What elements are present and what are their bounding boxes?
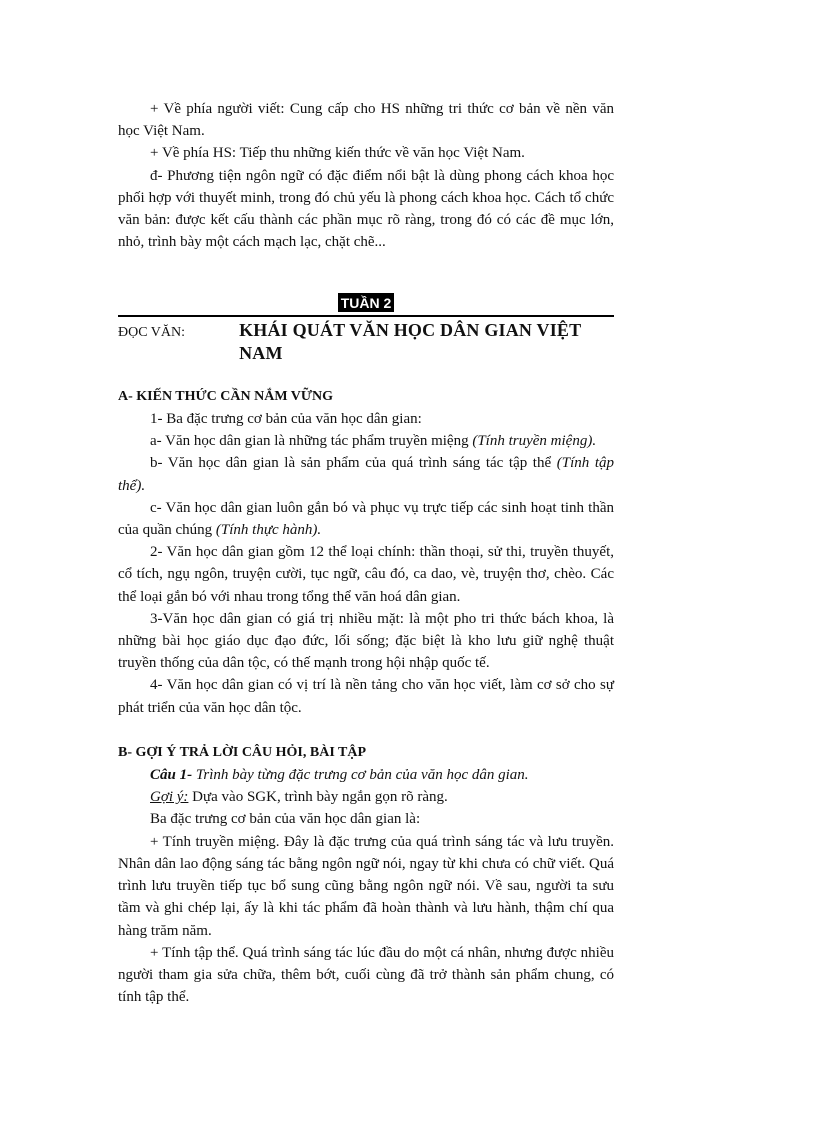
item-a-italic: (Tính truyền miệng).	[472, 433, 597, 450]
intro-paragraph-student: + Về phía HS: Tiếp thu những kiến thức về văn học Việt Nam.	[150, 145, 525, 162]
section-a-item-a	[118, 430, 614, 452]
answer-collectivity: + Tính tập thể. Quá trình sáng tác lúc đầu do một cá nhân, nhưng được nhiều người tham gia sửa chữa, thêm bớt, cuối cùng đã trở thành sản phẩm chung, có tính tập thể.	[118, 944, 614, 1006]
section-a-heading: A- KIẾN THỨC CẦN NẮM VỮNG	[118, 388, 334, 404]
item-c-text: c- Văn học dân gian luôn gắn bó và phục vụ trực tiếp các sinh hoạt tinh thần của quần chúng	[118, 499, 614, 539]
answer-intro: Ba đặc trưng cơ bản của văn học dân gian là:	[150, 811, 421, 828]
lesson-title-prefix: ĐỌC VĂN:	[118, 325, 186, 341]
item-a-text: a- Văn học dân gian là những tác phẩm truyền miệng	[150, 433, 473, 450]
intro-paragraph-writer: + Về phía người viết: Cung cấp cho HS những tri thức cơ bản về nền văn học Việt Nam.	[118, 101, 614, 140]
week-label: TUẦN 2	[338, 293, 395, 312]
hint	[118, 786, 614, 808]
item-b-text: b- Văn học dân gian là sản phẩm của quá trình sáng tác tập thể	[150, 455, 557, 472]
section-a-item-2: 2- Văn học dân gian gồm 12 thể loại chính: thần thoại, sử thi, truyền thuyết, cổ tích, ngụ ngôn, truyện cười, tục ngữ, câu đó, ca dao, vè, truyện thơ, chèo. Các thể loại gắn bó với nhau trong tổng thể văn hoá dân gian.	[118, 544, 614, 605]
hint-text: Dựa vào SGK, trình bày ngắn gọn rõ ràng.	[188, 789, 448, 806]
lesson-title-main: KHÁI QUÁT VĂN HỌC DÂN GIAN VIỆT NAM	[239, 320, 581, 363]
item-b-italic: (Tính tập thể).	[118, 455, 614, 494]
document-page	[118, 98, 614, 1008]
question-1-text: Trình bày từng đặc trưng cơ bản của văn học dân gian.	[192, 767, 529, 784]
answer-oral-tradition: + Tính truyền miệng. Đây là đặc trưng của quá trình sáng tác và lưu truyền. Nhân dân lao động sáng tác bằng ngôn ngữ nói, ngay từ khi chưa có chữ viết. Quá trình lưu truyền tiếp tục bổ sung cũng bằng ngôn ngữ nói. Về sau, người ta sưu tầm và ghi chép lại, ấy là khi tác phẩm đã hoàn thành và lưu hành, thậm chí qua hàng trăm năm.	[118, 833, 614, 939]
section-a-item-1: 1- Ba đặc trưng cơ bản của văn học dân gian:	[150, 411, 422, 428]
question-1	[118, 764, 614, 786]
section-a-item-4: 4- Văn học dân gian có vị trí là nền tảng cho văn học viết, làm cơ sở cho sự phát triển của văn học dân tộc.	[118, 677, 614, 716]
item-c-italic: (Tính thực hành).	[215, 522, 322, 539]
question-1-label: Câu 1-	[150, 767, 193, 784]
intro-paragraph-language: đ- Phương tiện ngôn ngữ có đặc điểm nổi bật là dùng phong cách khoa học phối hợp với thuyết minh, trong đó chủ yếu là phong cách khoa học. Cách tổ chức văn bản: được kết cấu thành các phần mục rõ ràng, trong đó có các đề mục lớn, nhỏ, trình bày một cách mạch lạc, chặt chẽ...	[118, 167, 614, 251]
section-b-heading: B- GỢI Ý TRẢ LỜI CÂU HỎI, BÀI TẬP	[118, 744, 367, 760]
hint-label: Gợi ý:	[150, 789, 189, 806]
section-a-item-c	[118, 497, 614, 541]
week-banner	[118, 293, 614, 315]
section-a-item-3: 3-Văn học dân gian có giá trị nhiều mặt: là một pho tri thức bách khoa, là những bài học giáo dục đạo đức, lối sống; đặc biệt là kho lưu giữ nghệ thuật truyền thống của dân tộc, có thế mạnh trong hội nhập quốc tế.	[118, 610, 614, 672]
title-rule	[118, 315, 614, 317]
section-a-item-b	[118, 452, 614, 496]
lesson-title	[118, 319, 614, 363]
